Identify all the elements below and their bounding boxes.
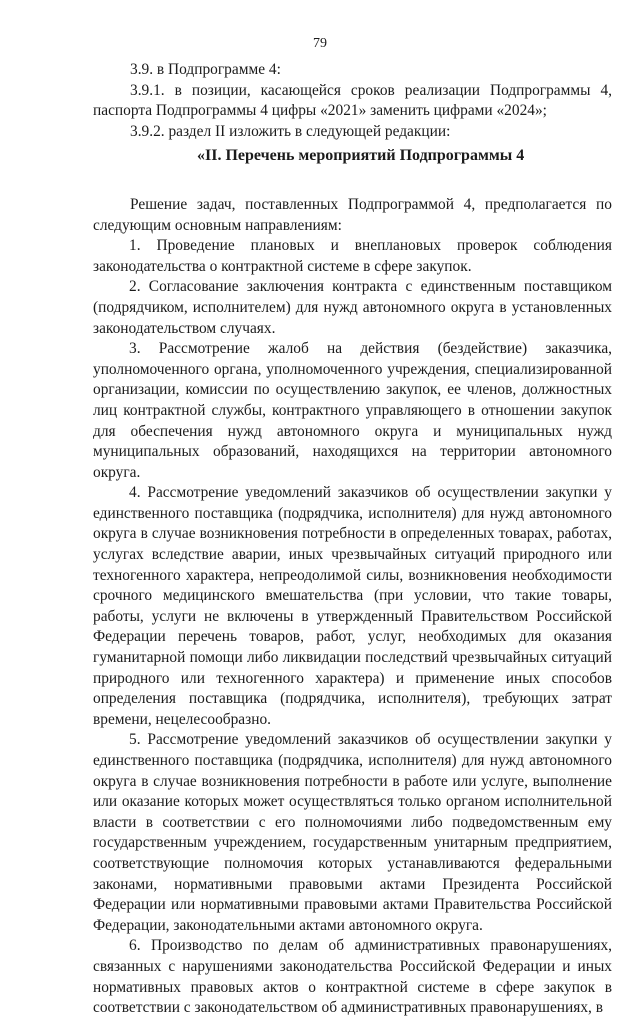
section-heading: «II. Перечень мероприятий Подпрограммы 4 (197, 147, 525, 165)
document-body (93, 60, 612, 1019)
amendment-3-9-2: 3.9.2. раздел II изложить в следующей редакции: (130, 122, 451, 140)
direction-4: 4. Рассмотрение уведомлений заказчиков об осуществлении закупки у единственного поставщика (подрядчика, исполнителя) для нужд автономного округа в случае возникновения потребности в определенных товарах, работах, услугах вследствие аварии, иных чрезвычайных ситуаций природного или техногенного характера, непреодолимой силы, возникновения необходимости срочного медицинского вмешательства (при условии, что такие товары, работы, услуги не включены в утвержденный Правительством Российской Федерации перечень товаров, работ, услуг, необходимых для оказания гуманитарной помощи либо ликвидации последствий чрезвычайных ситуаций природного или техногенного характера) и применение иных способов определения поставщика (подрядчика, исполнителя), требующих затрат времени, нецелесообразно. (93, 484, 612, 728)
amendment-3-9-1: 3.9.1. в позиции, касающейся сроков реализации Подпрограммы 4, паспорта Подпрограммы 4 цифры «2021» заменить цифрами «2024»; (93, 81, 612, 120)
direction-3: 3. Рассмотрение жалоб на действия (бездействие) заказчика, уполномоченного органа, уполномоченного учреждения, специализированной организации, комиссии по осуществлению закупок, ее членов, должностных лиц контрактной службы, контрактного управляющего в отношении закупок для обеспечения нужд автономного округа и муниципальных нужд муниципальных образований, находящихся на территории автономного округа. (93, 340, 612, 481)
direction-2: 2. Согласование заключения контракта с единственным поставщиком (подрядчиком, исполнителем) для нужд автономного округа в установленных законодательством случаях. (93, 278, 612, 337)
direction-5: 5. Рассмотрение уведомлений заказчиков об осуществлении закупки у единственного поставщика (подрядчика, исполнителя) для нужд автономного округа в случае возникновения потребности в работе или услуге, выполнение или оказание которых может осуществляться только органом исполнительной власти в соответствии с его полномочиями либо подведомственным ему государственным учреждением, государственным унитарным предприятием, соответствующие полномочия которых устанавливаются федеральными законами, нормативными правовыми актами Президента Российской Федерации или нормативными правовыми актами Правительства Российской Федерации, законодательными актами автономного округа. (93, 731, 612, 934)
page-number: 79 (313, 36, 327, 51)
amendment-3-9: 3.9. в Подпрограмме 4: (130, 61, 281, 78)
direction-6: 6. Производство по делам об административных правонарушениях, связанных с нарушениями законодательства Российской Федерации и иных нормативных правовых актов о контрактной системе в сфере закупок в соответствии с законодательством об административных правонарушениях, в (93, 937, 612, 1017)
direction-1: 1. Проведение плановых и внеплановых проверок соблюдения законодательства о контрактной системе в сфере закупок. (93, 237, 612, 275)
intro-paragraph: Решение задач, поставленных Подпрограммой 4, предполагается по следующим основным направлениям: (93, 195, 612, 234)
